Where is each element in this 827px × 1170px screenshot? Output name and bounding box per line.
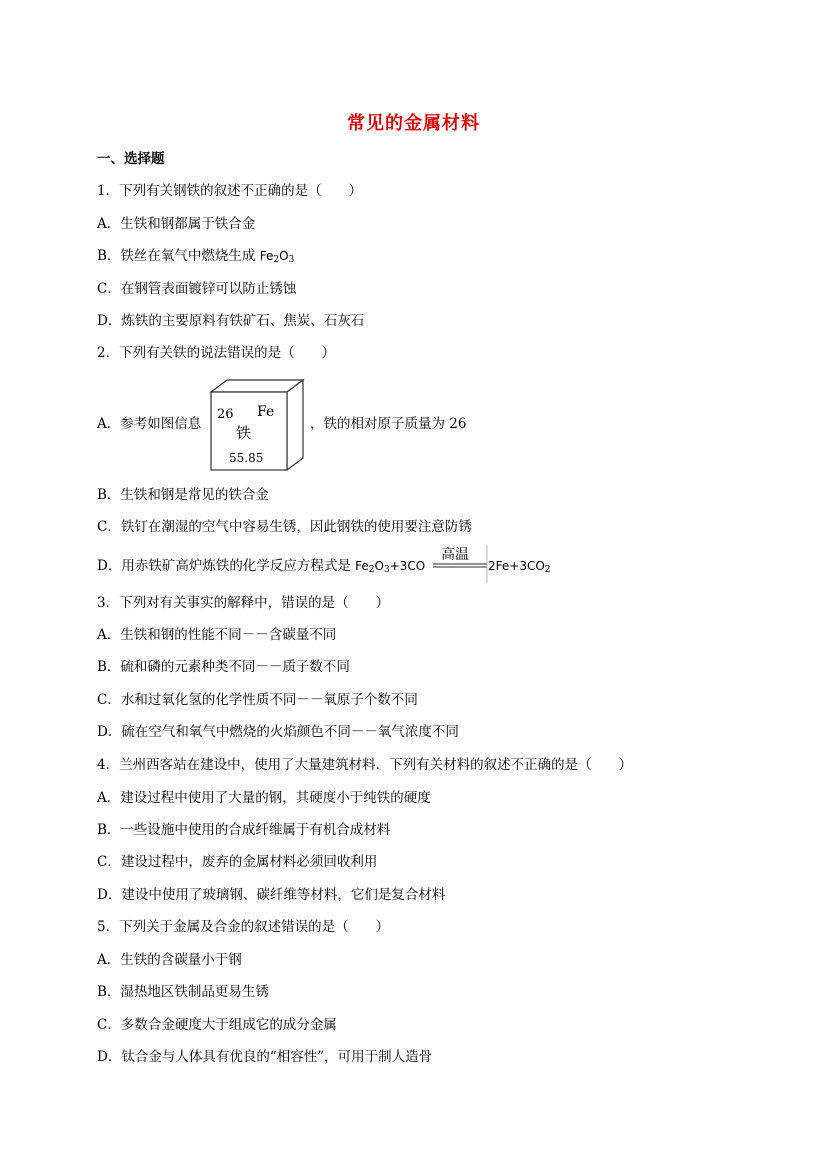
q5-option-b: B．湿热地区铁制品更易生锈 xyxy=(97,984,269,1000)
q1-option-d: D．炼铁的主要原料有铁矿石、焦炭、石灰石 xyxy=(97,313,365,329)
reaction-condition-label: 高温 xyxy=(441,547,469,563)
periodic-table-tile xyxy=(205,376,305,471)
q1-formula-sub2: 3 xyxy=(288,255,295,265)
q2-eq-sub-b: 3 xyxy=(383,565,390,575)
tile-atomic-number: 26 xyxy=(217,407,234,422)
q1-formula-sub1: 2 xyxy=(273,255,280,265)
q3-option-d: D．硫在空气和氧气中燃烧的火焰颜色不同－－氧气浓度不同 xyxy=(97,724,459,740)
q2-eq-sub-a: 2 xyxy=(368,565,375,575)
q2-eq-fe: Fe xyxy=(355,559,369,573)
tile-symbol: Fe xyxy=(257,404,275,420)
q5-option-c: C．多数合金硬度大于组成它的成分金属 xyxy=(97,1017,337,1033)
q1-formula-fe: Fe xyxy=(259,249,274,263)
q5-stem: 5．下列关于金属及合金的叙述错误的是（ ） xyxy=(97,919,390,935)
q3-option-a: A．生铁和钢的性能不同－－含碳量不同 xyxy=(97,627,337,643)
q1-option-b xyxy=(97,247,294,269)
q5-option-a: A．生铁的含碳量小于钢 xyxy=(97,952,242,968)
q2-option-d xyxy=(97,557,425,579)
q1-stem: 1．下列有关钢铁的叙述不正确的是（ ） xyxy=(97,183,363,199)
q2-option-d-text: D．用赤铁矿高炉炼铁的化学反应方程式是 xyxy=(97,558,356,574)
q2-eq-sub-c: 2 xyxy=(544,565,551,575)
tile-element-name: 铁 xyxy=(236,424,252,442)
q1-formula-o: O xyxy=(279,249,289,263)
tile-atomic-mass: 55.85 xyxy=(229,451,264,465)
q4-option-d: D．建设中使用了玻璃钢、碳纤维等材料，它们是复合材料 xyxy=(97,887,446,903)
q2-option-c: C．铁钉在潮湿的空气中容易生锈，因此钢铁的使用要注意防锈 xyxy=(97,519,472,535)
q5-option-d: D．钛合金与人体具有优良的“相容性”，可用于制人造骨 xyxy=(97,1049,433,1065)
q4-stem: 4．兰州西客站在建设中，使用了大量建筑材料．下列有关材料的叙述不正确的是（ ） xyxy=(97,757,633,773)
q2-eq-o: O xyxy=(374,559,384,573)
q2-option-a-prefix: A．参考如图信息 xyxy=(97,416,202,432)
q2-option-a-suffix: ，铁的相对原子质量为 26 xyxy=(310,416,467,432)
q4-option-c: C．建设过程中，废弃的金属材料必须回收利用 xyxy=(97,854,378,870)
q2-eq-right: 2Fe+3CO xyxy=(488,559,545,573)
q2-eq-products xyxy=(488,557,551,579)
reaction-equals-sign xyxy=(431,543,489,585)
q2-option-b: B．生铁和钢是常见的铁合金 xyxy=(97,487,269,503)
section-heading: 一、选择题 xyxy=(97,151,165,167)
q2-stem: 2．下列有关铁的说法错误的是（ ） xyxy=(97,345,336,361)
q1-option-b-text: B．铁丝在氧气中燃烧生成 xyxy=(97,248,260,264)
page-title: 常见的金属材料 xyxy=(347,113,480,134)
q4-option-b: B．一些设施中使用的合成纤维属于有机合成材料 xyxy=(97,822,391,838)
q3-option-c: C．水和过氧化氢的化学性质不同－－氧原子个数不同 xyxy=(97,692,418,708)
q3-option-b: B．硫和磷的元素种类不同－－质子数不同 xyxy=(97,659,350,675)
q3-stem: 3．下列对有关事实的解释中，错误的是（ ） xyxy=(97,595,390,611)
q1-option-c: C．在钢管表面镀锌可以防止锈蚀 xyxy=(97,281,297,297)
q1-option-a: A．生铁和钢都属于铁合金 xyxy=(97,216,256,232)
q2-eq-co: +3CO xyxy=(389,559,426,573)
q4-option-a: A．建设过程中使用了大量的钢，其硬度小于纯铁的硬度 xyxy=(97,790,431,806)
